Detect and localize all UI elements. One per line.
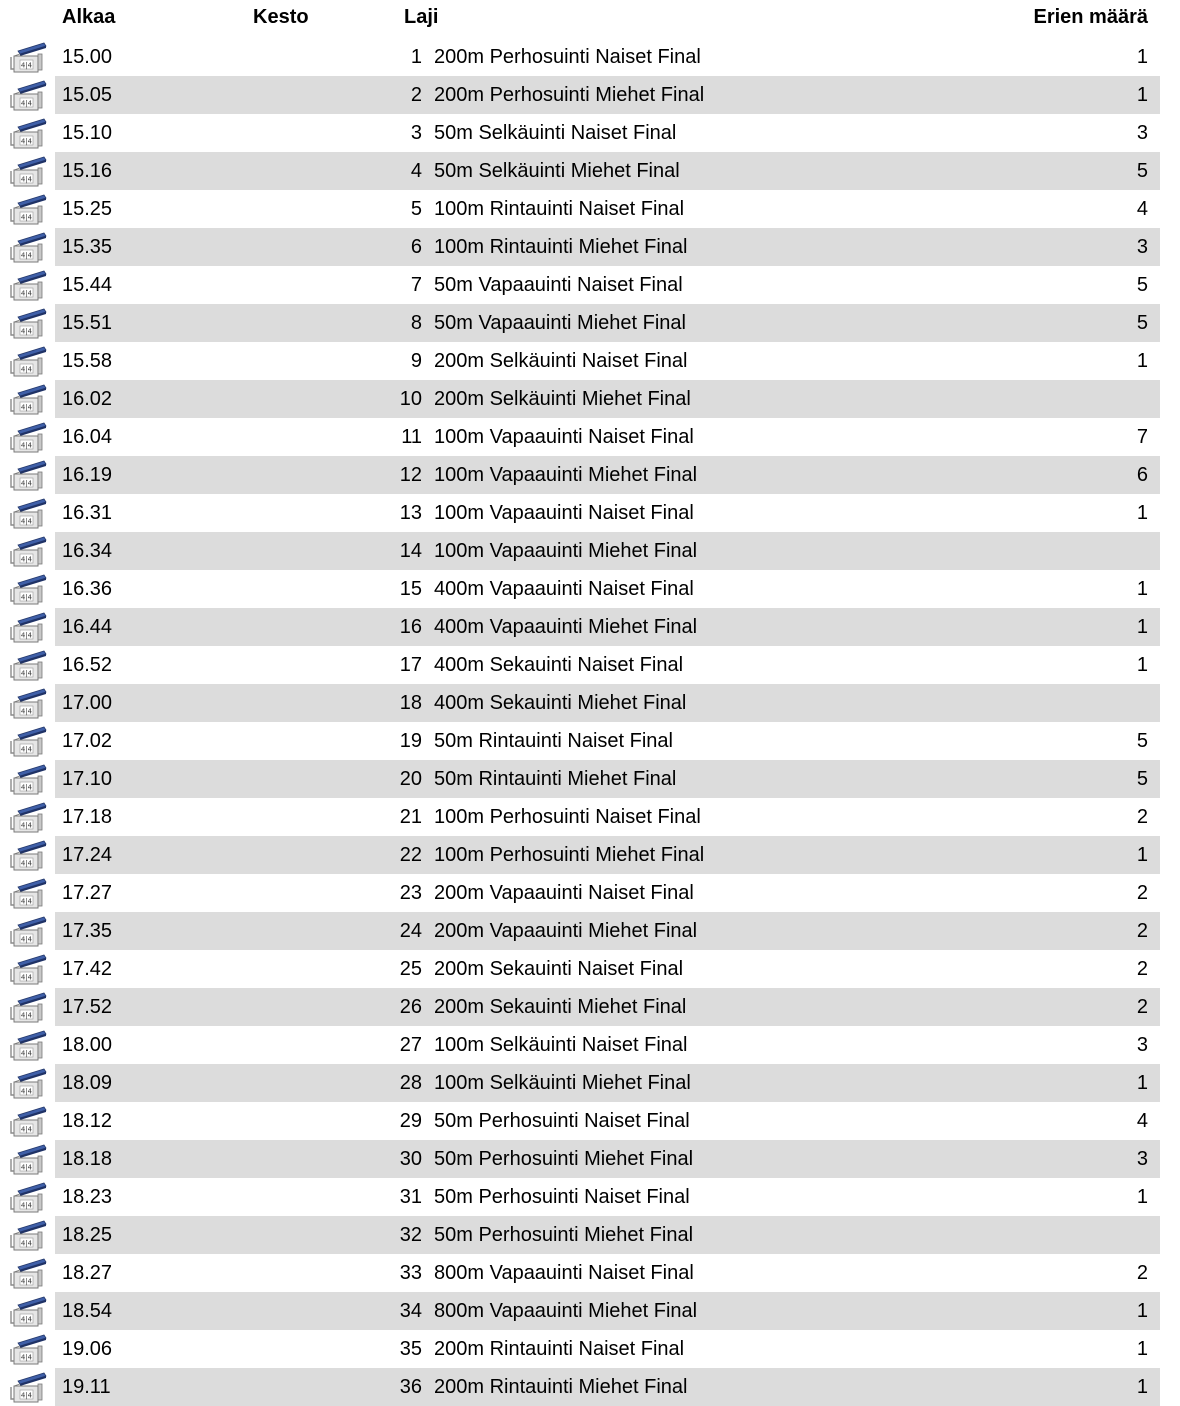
table-row[interactable] [0,1330,1180,1368]
event-name: 200m Rintauinti Naiset Final [434,1338,685,1360]
column-header-start: Alkaa [62,6,116,28]
event-name: 50m Rintauinti Naiset Final [434,730,673,752]
swimming-block-icon[interactable] [8,649,48,683]
event-name: 50m Selkäuinti Naiset Final [434,122,677,144]
swimming-block-icon[interactable] [8,307,48,341]
svg-text:4|4: 4|4 [20,1391,33,1400]
event-name: 200m Vapaauinti Miehet Final [434,920,698,942]
table-row[interactable] [0,380,1180,418]
swimming-block-icon[interactable] [8,953,48,987]
start-time: 16.52 [62,654,113,676]
svg-text:4|4: 4|4 [20,479,33,488]
heat-count: 1 [1136,616,1148,638]
table-row[interactable] [0,646,1180,684]
event-number: 3 [410,122,422,144]
event-name: 400m Sekauinti Miehet Final [434,692,687,714]
heat-count: 1 [1136,844,1148,866]
heat-count: 2 [1136,920,1148,942]
heat-count: 5 [1136,768,1148,790]
event-number: 26 [399,996,422,1018]
event-number: 19 [399,730,422,752]
svg-text:4|4: 4|4 [20,555,33,564]
table-row[interactable] [0,1064,1180,1102]
event-name: 50m Rintauinti Miehet Final [434,768,677,790]
column-header-duration: Kesto [253,6,309,28]
start-time: 16.34 [62,540,113,562]
event-number: 27 [399,1034,422,1056]
event-name: 100m Perhosuinti Naiset Final [434,806,701,828]
svg-text:4|4: 4|4 [20,1011,33,1020]
heat-count: 3 [1136,122,1148,144]
swimming-block-icon[interactable] [8,41,48,75]
start-time: 17.52 [62,996,113,1018]
table-row[interactable] [0,1292,1180,1330]
heat-count: 2 [1136,806,1148,828]
swimming-block-icon[interactable] [8,1105,48,1139]
event-number: 14 [399,540,422,562]
start-time: 16.36 [62,578,113,600]
heat-count: 7 [1136,426,1148,448]
event-name: 100m Perhosuinti Miehet Final [434,844,705,866]
swimming-block-icon[interactable] [8,573,48,607]
swimming-block-icon[interactable] [8,1029,48,1063]
table-row[interactable] [0,1216,1180,1254]
event-name: 100m Vapaauinti Naiset Final [434,426,694,448]
swimming-block-icon[interactable] [8,231,48,265]
start-time: 16.02 [62,388,113,410]
event-number: 6 [410,236,422,258]
swimming-block-icon[interactable] [8,79,48,113]
swimming-block-icon[interactable] [8,193,48,227]
swimming-block-icon[interactable] [8,1219,48,1253]
svg-text:4|4: 4|4 [20,707,33,716]
event-number: 22 [399,844,422,866]
heat-count: 1 [1136,46,1148,68]
event-number: 25 [399,958,422,980]
svg-text:4|4: 4|4 [20,403,33,412]
table-row[interactable] [0,1140,1180,1178]
svg-text:4|4: 4|4 [20,631,33,640]
table-row[interactable] [0,760,1180,798]
table-row[interactable] [0,228,1180,266]
start-time: 15.10 [62,122,113,144]
table-row[interactable] [0,494,1180,532]
event-number: 11 [401,426,422,448]
start-time: 15.44 [62,274,113,296]
start-time: 18.25 [62,1224,113,1246]
swimming-block-icon[interactable] [8,497,48,531]
table-row[interactable] [0,76,1180,114]
event-name: 50m Perhosuinti Miehet Final [434,1148,694,1170]
event-number: 18 [399,692,422,714]
swimming-block-icon[interactable] [8,915,48,949]
event-number: 17 [399,654,422,676]
heat-count: 3 [1136,236,1148,258]
event-name: 200m Rintauinti Miehet Final [434,1376,688,1398]
svg-text:4|4: 4|4 [20,517,33,526]
start-time: 15.00 [62,46,113,68]
svg-text:4|4: 4|4 [20,1201,33,1210]
event-number: 23 [399,882,422,904]
heat-count: 2 [1136,1262,1148,1284]
table-row[interactable] [0,912,1180,950]
event-name: 800m Vapaauinti Naiset Final [434,1262,694,1284]
svg-text:4|4: 4|4 [20,897,33,906]
svg-text:4|4: 4|4 [20,1315,33,1324]
heat-count: 2 [1136,996,1148,1018]
event-number: 30 [399,1148,422,1170]
event-name: 200m Selkäuinti Naiset Final [434,350,688,372]
heat-count: 1 [1136,350,1148,372]
table-row[interactable] [0,874,1180,912]
table-row[interactable] [0,152,1180,190]
heat-count: 1 [1136,578,1148,600]
table-header [0,0,1180,38]
svg-text:4|4: 4|4 [20,289,33,298]
table-row[interactable] [0,836,1180,874]
start-time: 17.42 [62,958,113,980]
table-row[interactable] [0,570,1180,608]
event-number: 13 [399,502,422,524]
swimming-block-icon[interactable] [8,1181,48,1215]
heat-count: 4 [1136,1110,1148,1132]
heat-count: 1 [1136,502,1148,524]
svg-text:4|4: 4|4 [20,1049,33,1058]
table-row[interactable] [0,684,1180,722]
svg-text:4|4: 4|4 [20,973,33,982]
svg-text:4|4: 4|4 [20,365,33,374]
event-name: 50m Perhosuinti Naiset Final [434,1110,690,1132]
event-name: 400m Vapaauinti Miehet Final [434,616,698,638]
event-name: 200m Sekauinti Naiset Final [434,958,684,980]
event-number: 31 [399,1186,422,1208]
start-time: 15.25 [62,198,113,220]
svg-text:4|4: 4|4 [20,1125,33,1134]
event-name: 200m Selkäuinti Miehet Final [434,388,691,410]
swimming-block-icon[interactable] [8,1067,48,1101]
start-time: 16.19 [62,464,113,486]
table-body [0,38,1180,1406]
swimming-block-icon[interactable] [8,725,48,759]
svg-text:4|4: 4|4 [20,821,33,830]
table-row[interactable] [0,38,1180,76]
event-number: 2 [410,84,422,106]
swimming-block-icon[interactable] [8,687,48,721]
start-time: 18.23 [62,1186,113,1208]
svg-text:4|4: 4|4 [20,175,33,184]
event-name: 200m Perhosuinti Miehet Final [434,84,705,106]
table-row[interactable] [0,190,1180,228]
event-name: 100m Vapaauinti Miehet Final [434,464,698,486]
svg-text:4|4: 4|4 [20,61,33,70]
column-header-heats: Erien määrä [1033,6,1148,28]
svg-text:4|4: 4|4 [20,213,33,222]
heat-count: 1 [1136,1186,1148,1208]
swimming-block-icon[interactable] [8,839,48,873]
swimming-block-icon[interactable] [8,1143,48,1177]
table-row[interactable] [0,950,1180,988]
table-row[interactable] [0,1368,1180,1406]
event-name: 100m Rintauinti Naiset Final [434,198,685,220]
event-number: 29 [399,1110,422,1132]
event-name: 50m Vapaauinti Miehet Final [434,312,686,334]
heat-count: 1 [1136,1376,1148,1398]
table-row[interactable] [0,988,1180,1026]
start-time: 15.35 [62,236,113,258]
event-number: 10 [399,388,422,410]
svg-text:4|4: 4|4 [20,1087,33,1096]
swimming-block-icon[interactable] [8,1257,48,1291]
swimming-block-icon[interactable] [8,345,48,379]
heat-count: 6 [1136,464,1148,486]
svg-text:4|4: 4|4 [20,783,33,792]
swimming-block-icon[interactable] [8,1295,48,1329]
svg-text:4|4: 4|4 [20,1163,33,1172]
event-number: 33 [399,1262,422,1284]
heat-count: 3 [1136,1034,1148,1056]
svg-text:4|4: 4|4 [20,1353,33,1362]
event-number: 36 [399,1376,422,1398]
column-header-event: Laji [404,6,439,28]
event-name: 50m Perhosuinti Naiset Final [434,1186,690,1208]
event-number: 8 [410,312,422,334]
start-time: 17.02 [62,730,113,752]
start-time: 18.54 [62,1300,113,1322]
start-time: 15.05 [62,84,113,106]
svg-text:4|4: 4|4 [20,1277,33,1286]
event-name: 100m Vapaauinti Naiset Final [434,502,694,524]
svg-text:4|4: 4|4 [20,137,33,146]
swimming-block-icon[interactable] [8,117,48,151]
swimming-block-icon[interactable] [8,421,48,455]
start-time: 17.27 [62,882,113,904]
start-time: 18.09 [62,1072,113,1094]
table-row[interactable] [0,608,1180,646]
swimming-block-icon[interactable] [8,535,48,569]
svg-text:4|4: 4|4 [20,745,33,754]
table-row[interactable] [0,1254,1180,1292]
event-number: 4 [410,160,422,182]
start-time: 16.44 [62,616,113,638]
start-time: 16.04 [62,426,113,448]
start-time: 17.10 [62,768,113,790]
start-time: 18.00 [62,1034,113,1056]
event-name: 100m Vapaauinti Miehet Final [434,540,698,562]
start-time: 17.24 [62,844,113,866]
event-number: 15 [399,578,422,600]
start-time: 15.58 [62,350,113,372]
event-name: 100m Rintauinti Miehet Final [434,236,688,258]
event-number: 35 [399,1338,422,1360]
swimming-block-icon[interactable] [8,991,48,1025]
svg-text:4|4: 4|4 [20,1239,33,1248]
start-time: 19.06 [62,1338,113,1360]
start-time: 15.16 [62,160,113,182]
heat-count: 5 [1136,312,1148,334]
table-row[interactable] [0,798,1180,836]
event-name: 800m Vapaauinti Miehet Final [434,1300,698,1322]
table-row[interactable] [0,304,1180,342]
start-time: 18.18 [62,1148,113,1170]
event-name: 200m Vapaauinti Naiset Final [434,882,694,904]
start-time: 18.27 [62,1262,113,1284]
svg-text:4|4: 4|4 [20,859,33,868]
table-row[interactable] [0,532,1180,570]
swimming-block-icon[interactable] [8,459,48,493]
start-time: 16.31 [62,502,113,524]
start-time: 15.51 [62,312,113,334]
event-number: 16 [399,616,422,638]
svg-text:4|4: 4|4 [20,327,33,336]
svg-text:4|4: 4|4 [20,935,33,944]
heat-count: 5 [1136,160,1148,182]
swimming-block-icon[interactable] [8,801,48,835]
svg-text:4|4: 4|4 [20,669,33,678]
table-row[interactable] [0,114,1180,152]
swimming-block-icon[interactable] [8,611,48,645]
event-number: 24 [399,920,422,942]
table-row[interactable] [0,418,1180,456]
event-number: 32 [399,1224,422,1246]
svg-text:4|4: 4|4 [20,593,33,602]
start-time: 18.12 [62,1110,113,1132]
event-number: 5 [410,198,422,220]
event-number: 20 [399,768,422,790]
event-name: 400m Vapaauinti Naiset Final [434,578,694,600]
swimming-block-icon[interactable] [8,1371,48,1405]
heat-count: 1 [1136,1072,1148,1094]
event-number: 1 [410,46,422,68]
start-time: 17.00 [62,692,113,714]
swimming-block-icon[interactable] [8,877,48,911]
swimming-block-icon[interactable] [8,155,48,189]
swimming-block-icon[interactable] [8,383,48,417]
table-row[interactable] [0,342,1180,380]
start-time: 17.35 [62,920,113,942]
start-time: 19.11 [62,1376,111,1398]
event-name: 200m Perhosuinti Naiset Final [434,46,701,68]
event-number: 12 [399,464,422,486]
event-number: 21 [399,806,422,828]
heat-count: 5 [1136,730,1148,752]
event-number: 7 [410,274,422,296]
event-name: 50m Selkäuinti Miehet Final [434,160,680,182]
heat-count: 1 [1136,1300,1148,1322]
event-number: 34 [399,1300,422,1322]
table-row[interactable] [0,1178,1180,1216]
heat-count: 1 [1136,1338,1148,1360]
table-row[interactable] [0,456,1180,494]
table-row[interactable] [0,1026,1180,1064]
event-name: 50m Vapaauinti Naiset Final [434,274,683,296]
event-name: 100m Selkäuinti Naiset Final [434,1034,688,1056]
event-name: 400m Sekauinti Naiset Final [434,654,684,676]
event-number: 9 [410,350,422,372]
svg-text:4|4: 4|4 [20,99,33,108]
heat-count: 2 [1136,882,1148,904]
event-name: 50m Perhosuinti Miehet Final [434,1224,694,1246]
heat-count: 1 [1136,84,1148,106]
heat-count: 1 [1136,654,1148,676]
heat-count: 2 [1136,958,1148,980]
event-number: 28 [399,1072,422,1094]
event-name: 200m Sekauinti Miehet Final [434,996,687,1018]
start-time: 17.18 [62,806,113,828]
svg-text:4|4: 4|4 [20,251,33,260]
event-name: 100m Selkäuinti Miehet Final [434,1072,691,1094]
heat-count: 3 [1136,1148,1148,1170]
swimming-block-icon[interactable] [8,1333,48,1367]
heat-count: 5 [1136,274,1148,296]
table-row[interactable] [0,1102,1180,1140]
svg-text:4|4: 4|4 [20,441,33,450]
table-row[interactable] [0,266,1180,304]
heat-count: 4 [1136,198,1148,220]
swimming-block-icon[interactable] [8,269,48,303]
table-row[interactable] [0,722,1180,760]
swimming-block-icon[interactable] [8,763,48,797]
